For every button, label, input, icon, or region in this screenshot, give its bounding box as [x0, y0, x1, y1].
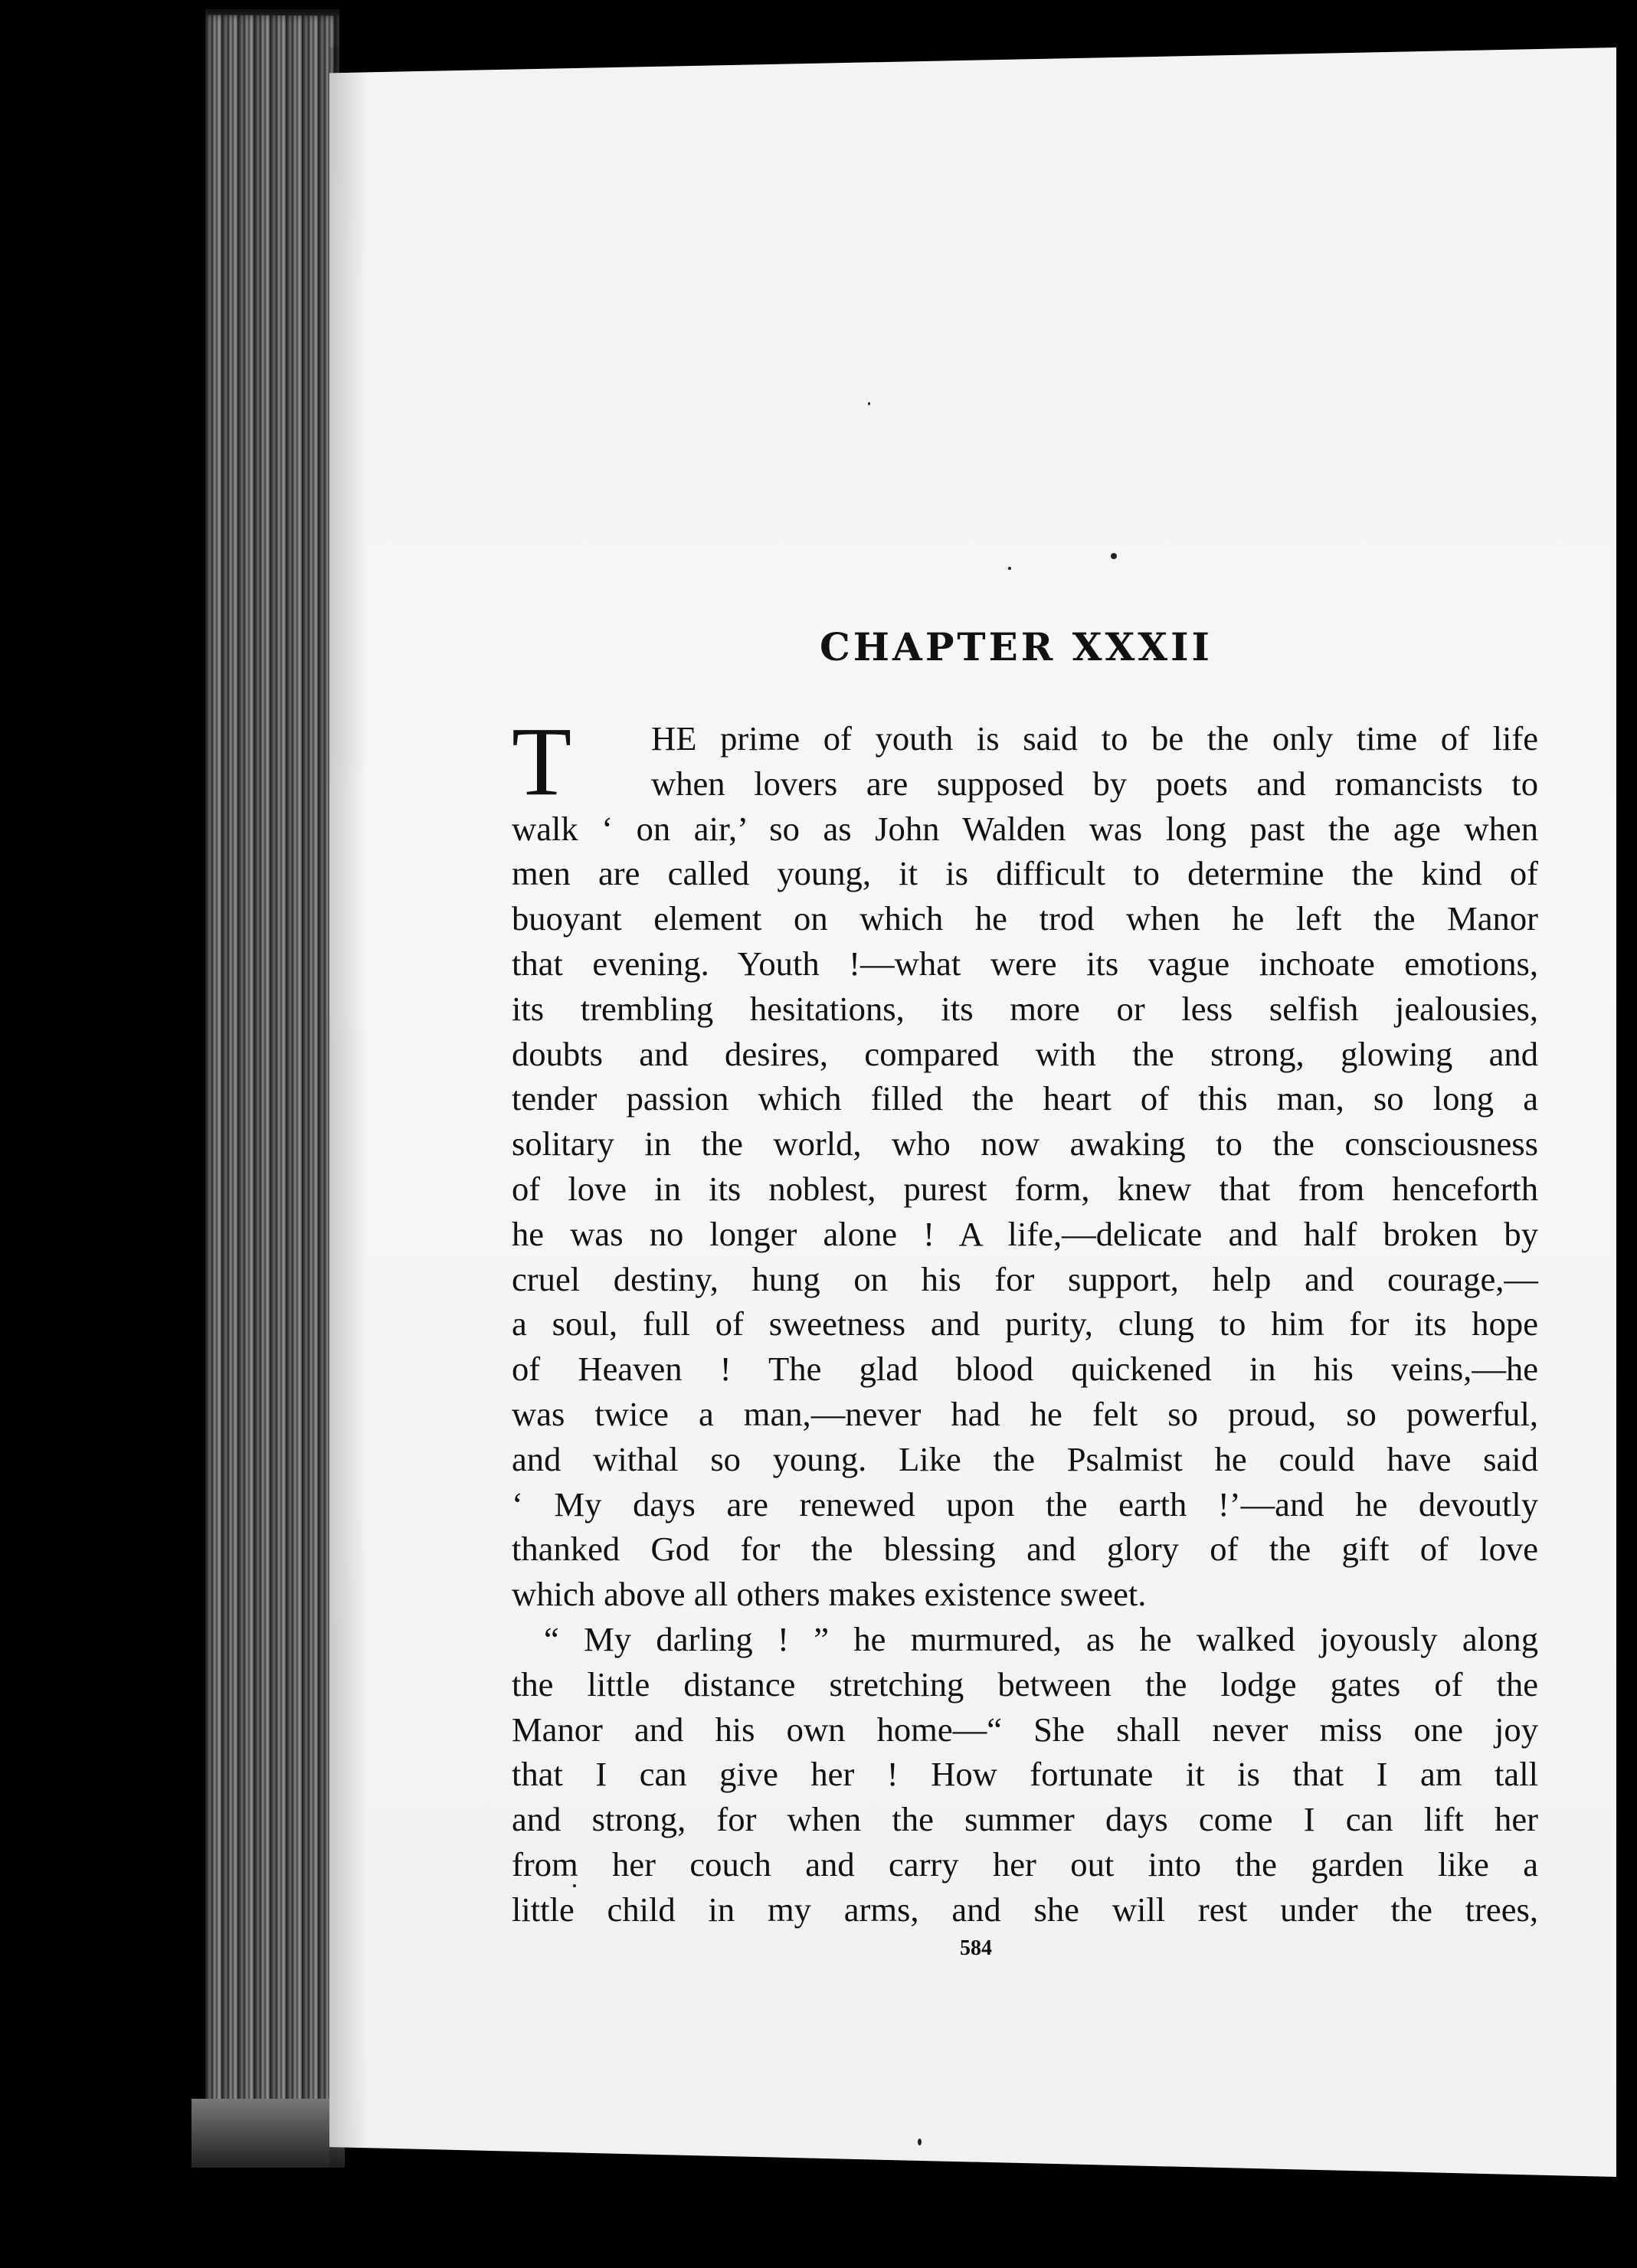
- text-line: was twice a man,—never had he felt so proud, so powerful,: [512, 1394, 1538, 1433]
- text-line: he was no longer alone ! A life,—delicate and half broken by: [512, 1214, 1538, 1253]
- text-line: ‘ My days are renewed upon the earth !’—and he devoutly: [512, 1484, 1538, 1523]
- text-line: which above all others makes existence sweet.: [512, 1575, 1147, 1614]
- page-gutter-shadow: [329, 47, 368, 2177]
- text-line: doubts and desires, compared with the strong, glowing and: [512, 1034, 1538, 1073]
- scan-speck: [1008, 567, 1011, 570]
- book-page-edges: [205, 15, 339, 2145]
- text-line: solitary in the world, who now awaking to the consciousness: [512, 1124, 1538, 1163]
- text-line: Manor and his own home—“ She shall never miss one joy: [512, 1710, 1538, 1749]
- text-line: that evening. Youth !—what were its vague inchoate emotions,: [512, 944, 1538, 983]
- text-line: and withal so young. Like the Psalmist he could have said: [512, 1439, 1538, 1478]
- scan-speck: [1111, 553, 1117, 559]
- text-line: buoyant element on which he trod when he left the Manor: [512, 899, 1538, 938]
- text-line: of love in its noblest, purest form, knew that from henceforth: [512, 1169, 1538, 1208]
- text-line: of Heaven ! The glad blood quickened in his veins,—he: [512, 1350, 1538, 1389]
- paragraph: [512, 716, 1538, 1617]
- text-line: a soul, full of sweetness and purity, clung to him for its hope: [512, 1304, 1538, 1343]
- page-number: 584: [960, 1936, 992, 1960]
- text-line: little child in my arms, and she will rest under the trees,: [512, 1890, 1538, 1929]
- text-line: tender passion which filled the heart of this man, so long a: [512, 1079, 1538, 1118]
- drop-cap: T: [512, 707, 572, 816]
- text-line: thanked God for the blessing and glory of the gift of love: [512, 1530, 1538, 1569]
- text-line: and strong, for when the summer days come I can lift her: [512, 1800, 1538, 1839]
- paragraph: [512, 1617, 1538, 1933]
- body-text: [512, 716, 1538, 1933]
- text-line: when lovers are supposed by poets and romancists to: [651, 764, 1538, 803]
- chapter-title: CHAPTER XXXII: [820, 624, 1213, 669]
- text-line: HE prime of youth is said to be the only time of life: [651, 719, 1538, 758]
- scan-speck: [918, 2139, 922, 2145]
- text-line: its trembling hesitations, its more or less selfish jealousies,: [512, 989, 1538, 1028]
- text-line: “ My darling ! ” he murmured, as he walked joyously along: [544, 1619, 1538, 1658]
- book-edge-bottom: [192, 2099, 345, 2168]
- scan-speck: [868, 402, 870, 405]
- text-line: the little distance stretching between the lodge gates of the: [512, 1664, 1538, 1703]
- text-line: men are called young, it is difficult to determine the kind of: [512, 854, 1538, 893]
- text-line: from her couch and carry her out into the garden like a: [512, 1844, 1538, 1883]
- text-line: cruel destiny, hung on his for support, help and courage,—: [512, 1259, 1538, 1298]
- text-line: that I can give her ! How fortunate it is that I am tall: [512, 1755, 1538, 1794]
- text-line: walk ‘ on air,’ so as John Walden was long past the age when: [512, 809, 1538, 848]
